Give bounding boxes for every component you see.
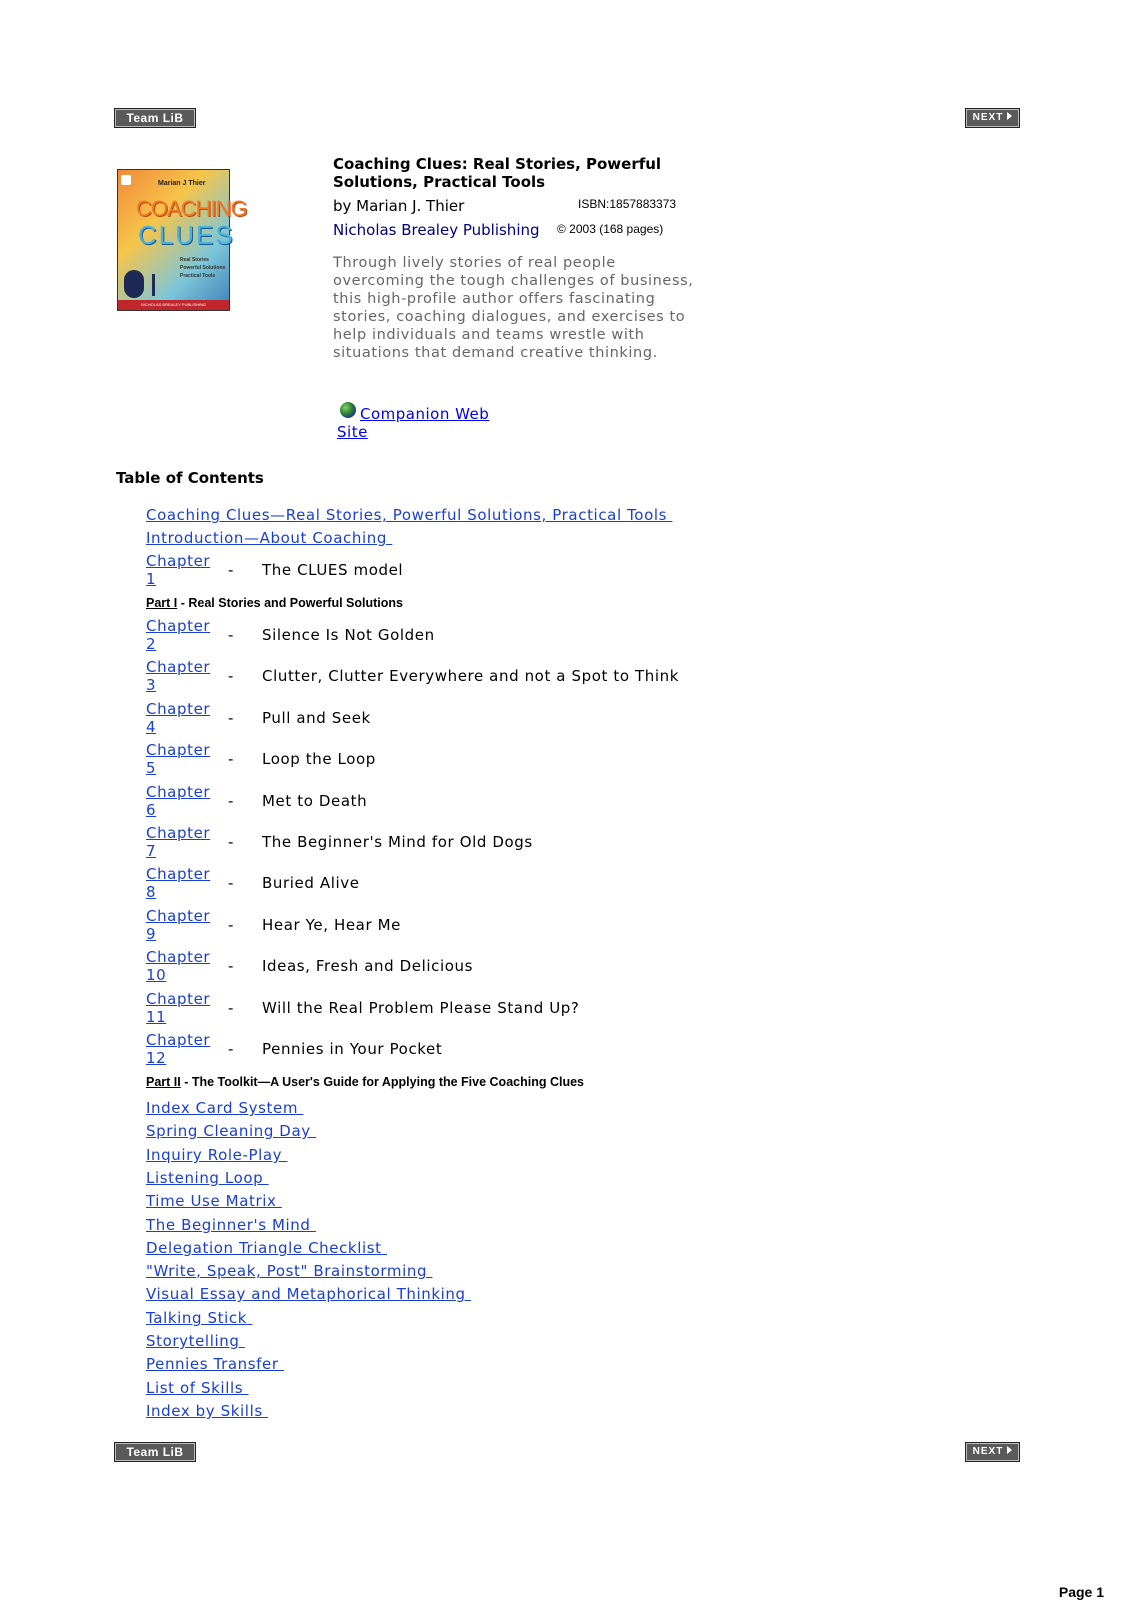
part-2-link[interactable]: Part II <box>146 1075 181 1089</box>
chapter-dash: - <box>228 999 234 1017</box>
cover-figure-small-icon <box>152 274 155 296</box>
chapter-dash: - <box>228 750 234 768</box>
toc-link-introduction[interactable]: Introduction—About Coaching <box>146 529 393 547</box>
chapter-dash: - <box>228 709 234 727</box>
toolkit-link-6[interactable]: Delegation Triangle Checklist <box>146 1239 388 1257</box>
chapter-dash: - <box>228 874 234 892</box>
chapter-title-9: Hear Ye, Hear Me <box>262 916 401 934</box>
chapter-title-2: Silence Is Not Golden <box>262 626 435 644</box>
chapter-dash: - <box>228 561 234 579</box>
part-2-title: - The Toolkit—A User's Guide for Applying the Five Coaching Clues <box>180 1075 584 1089</box>
toolkit-link-5[interactable]: The Beginner's Mind <box>146 1216 316 1234</box>
chapter-link-11[interactable]: Chapter 11 <box>146 990 211 1026</box>
next-label: NEXT <box>972 112 1004 123</box>
chapter-dash: - <box>228 916 234 934</box>
cover-figure-icon <box>124 270 144 298</box>
page-number: Page 1 <box>1058 1584 1104 1600</box>
chapter-link-6[interactable]: Chapter 6 <box>146 783 211 819</box>
chapter-title-10: Ideas, Fresh and Delicious <box>262 957 474 975</box>
toolkit-link-0[interactable]: Index Card System <box>146 1099 304 1117</box>
toolkit-link-11[interactable]: Pennies Transfer <box>146 1355 285 1373</box>
team-lib-logo-bottom: Team LiB <box>114 1442 196 1462</box>
cover-title-line1: COACHING <box>136 196 247 221</box>
book-isbn: ISBN:1857883373 <box>578 197 677 211</box>
chapter-link-8[interactable]: Chapter 8 <box>146 865 211 901</box>
book-description: Through lively stories of real people overcoming the tough challenges of business, this high-profile author offers fascinating stories, coaching dialogues, and exercises to help individuals and teams wrestle with situations that demand creative thinking. <box>333 255 694 361</box>
toolkit-link-7[interactable]: "Write, Speak, Post" Brainstorming <box>146 1262 433 1280</box>
chapter-dash: - <box>228 1040 234 1058</box>
chapter-dash: - <box>228 667 234 685</box>
toolkit-link-8[interactable]: Visual Essay and Metaphorical Thinking <box>146 1285 472 1303</box>
chapter-link-9[interactable]: Chapter 9 <box>146 907 211 943</box>
chapter-dash: - <box>228 792 234 810</box>
part-heading-1 <box>146 596 403 610</box>
toolkit-link-13[interactable]: Index by Skills <box>146 1402 269 1420</box>
chapter-link-2[interactable]: Chapter 2 <box>146 617 211 653</box>
chapter-dash: - <box>228 957 234 975</box>
chapter-title-3: Clutter, Clutter Everywhere and not a Spot to Think <box>262 667 679 685</box>
cover-title-line2: CLUES <box>138 220 235 250</box>
companion-web-site-link[interactable]: Companion Web Site <box>337 405 490 441</box>
toolkit-link-4[interactable]: Time Use Matrix <box>146 1192 282 1210</box>
toolkit-link-2[interactable]: Inquiry Role-Play <box>146 1146 288 1164</box>
part-1-title: - Real Stories and Powerful Solutions <box>177 596 403 610</box>
book-publisher: Nicholas Brealey Publishing <box>333 221 540 239</box>
chapter-dash: - <box>228 833 234 851</box>
cover-blurb: Real Stories Powerful Solutions Practical Tools <box>180 257 226 279</box>
chapter-link-4[interactable]: Chapter 4 <box>146 700 211 736</box>
arrow-right-icon <box>1007 1446 1012 1454</box>
chapter-title-7: The Beginner's Mind for Old Dogs <box>262 833 533 851</box>
toolkit-link-1[interactable]: Spring Cleaning Day <box>146 1122 317 1140</box>
next-button[interactable] <box>965 108 1020 128</box>
next-label-bottom: NEXT <box>972 1446 1004 1457</box>
chapter-link-10[interactable]: Chapter 10 <box>146 948 211 984</box>
book-title: Coaching Clues: Real Stories, Powerful Solutions, Practical Tools <box>333 155 662 191</box>
chapter-title-5: Loop the Loop <box>262 750 376 768</box>
chapter-title-11: Will the Real Problem Please Stand Up? <box>262 999 580 1017</box>
chapter-link-1[interactable]: Chapter 1 <box>146 552 211 588</box>
cover-author: Marian J Thier <box>158 180 206 187</box>
toc-link-front-0[interactable]: Coaching Clues—Real Stories, Powerful Solutions, Practical Tools <box>146 506 673 524</box>
chapter-title-4: Pull and Seek <box>262 709 371 727</box>
team-lib-logo: Team LiB <box>114 108 196 128</box>
book-copyright: © 2003 (168 pages) <box>557 222 664 236</box>
book-cover <box>117 169 247 311</box>
toolkit-link-10[interactable]: Storytelling <box>146 1332 245 1350</box>
chapter-link-5[interactable]: Chapter 5 <box>146 741 211 777</box>
arrow-right-icon <box>1007 112 1012 120</box>
part-1-link[interactable]: Part I <box>146 596 178 610</box>
chapter-title-8: Buried Alive <box>262 874 360 892</box>
chapter-dash: - <box>228 626 234 644</box>
chapter-title-1: The CLUES model <box>262 561 404 579</box>
toc-heading: Table of Contents <box>116 469 264 487</box>
chapter-title-12: Pennies in Your Pocket <box>262 1040 443 1058</box>
chapter-link-3[interactable]: Chapter 3 <box>146 658 211 694</box>
chapter-link-7[interactable]: Chapter 7 <box>146 824 211 860</box>
book-author: by Marian J. Thier <box>333 197 465 215</box>
chapter-link-12[interactable]: Chapter 12 <box>146 1031 211 1067</box>
cover-publisher: NICHOLAS BREALEY PUBLISHING <box>118 300 229 310</box>
part-heading-2 <box>146 1075 584 1089</box>
toolkit-link-12[interactable]: List of Skills <box>146 1379 249 1397</box>
toolkit-link-3[interactable]: Listening Loop <box>146 1169 269 1187</box>
chapter-title-6: Met to Death <box>262 792 368 810</box>
publisher-logo-icon <box>121 175 131 185</box>
next-button-bottom[interactable] <box>965 1442 1020 1462</box>
toolkit-link-9[interactable]: Talking Stick <box>146 1309 253 1327</box>
